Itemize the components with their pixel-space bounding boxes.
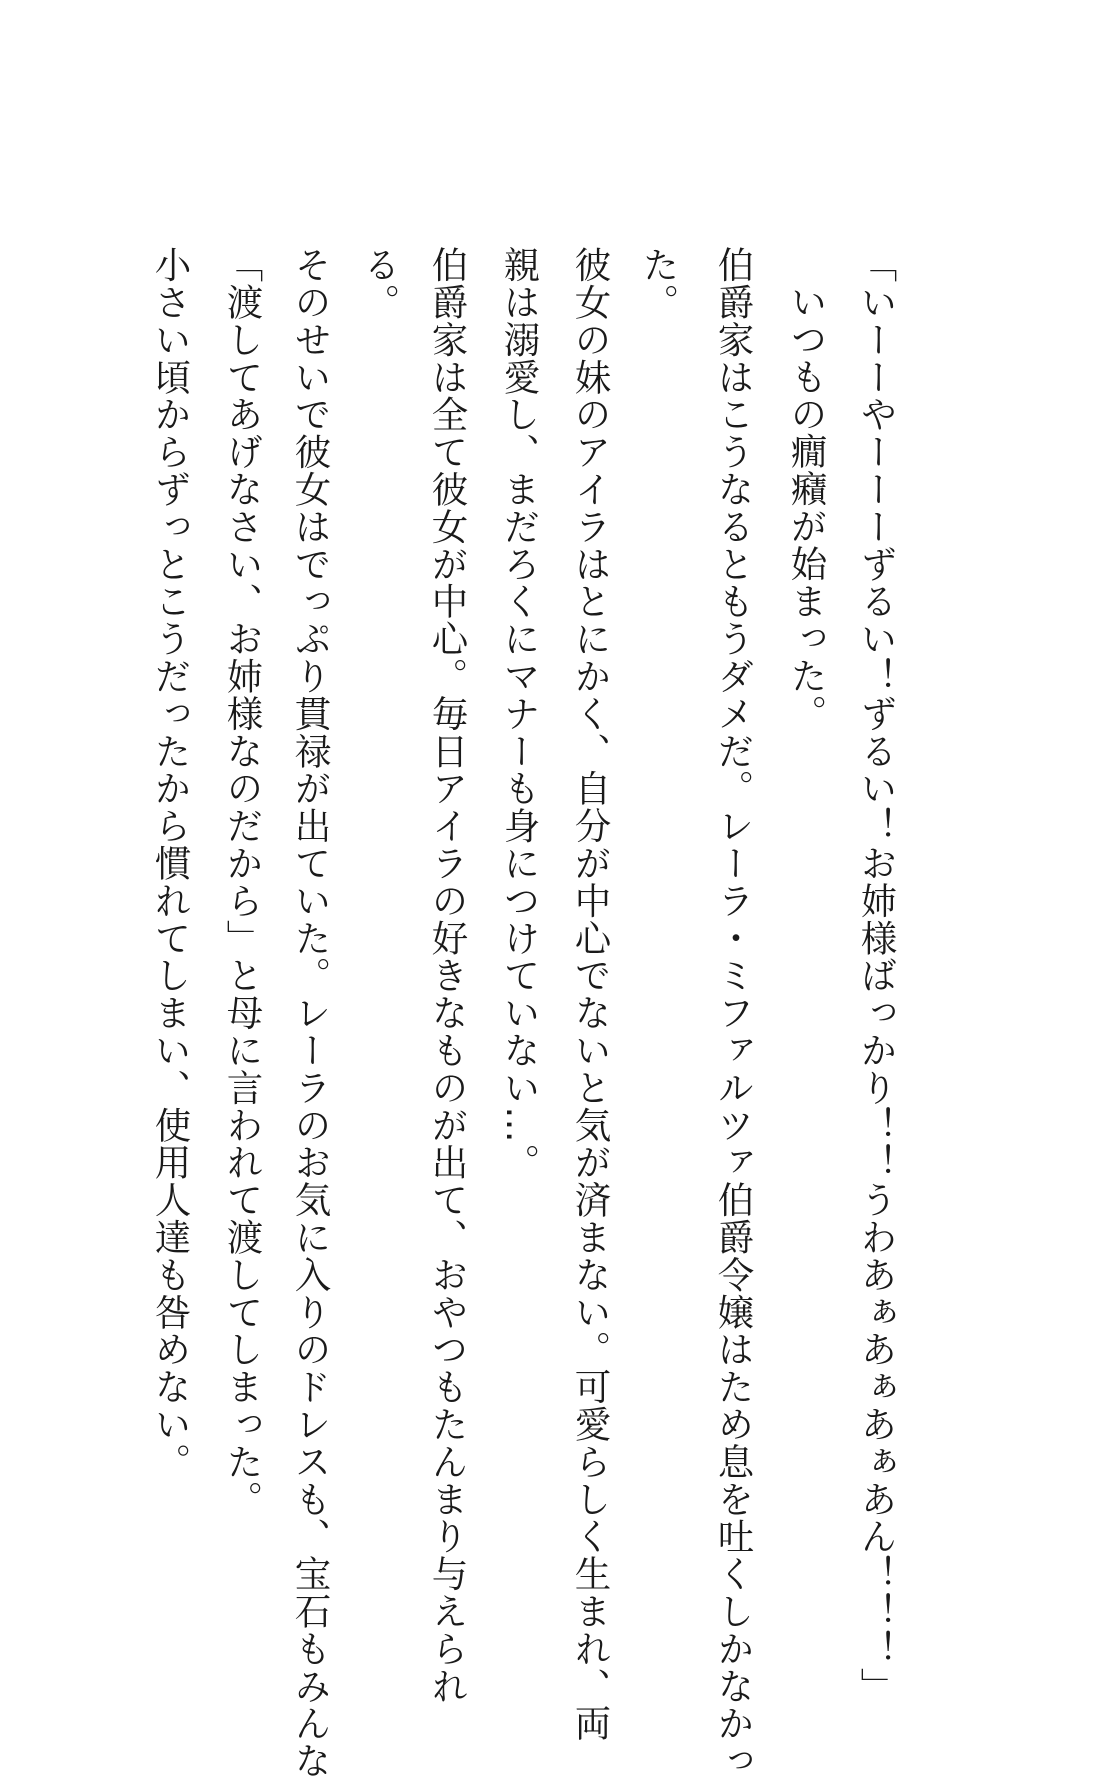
text-line-11: 小さい頃からずっとこうだったから慣れてしまい、使用人達も咎めない。 [149, 246, 192, 1481]
text-line-1: 「いーーやーーーずるい！ずるい！お姉様ばっかり！！うわあぁあぁあぁあん！！！」 [855, 246, 898, 1705]
text-line-3: 伯爵家はこうなるともうダメだ。レーラ・ミファルツァ伯爵令嬢はため息を吐くしかなかっ [712, 246, 755, 1779]
text-line-7: 伯爵家は全て彼女が中心。毎日アイラの好きなものが出て、おやつもたんまり与えられ [426, 246, 469, 1705]
text-line-9: そのせいで彼女はでっぷり貫禄が出ていた。レーラのお気に入りのドレスも、宝石もみんな [289, 246, 332, 1779]
text-line-5: 彼女の妹のアイラはとにかく、自分が中心でないと気が済まない。可愛らしく生まれ、両 [569, 246, 612, 1742]
text-line-8: る。 [358, 246, 401, 321]
text-line-4: た。 [637, 246, 680, 321]
text-line-10: 「渡してあげなさい、お姉様なのだから」と母に言われて渡してしまった。 [221, 246, 264, 1518]
text-line-2: いつもの癇癪が始まった。 [785, 283, 828, 732]
text-line-6: 親は溺愛し、まだろくにマナーも身につけていない…。 [498, 246, 541, 1181]
